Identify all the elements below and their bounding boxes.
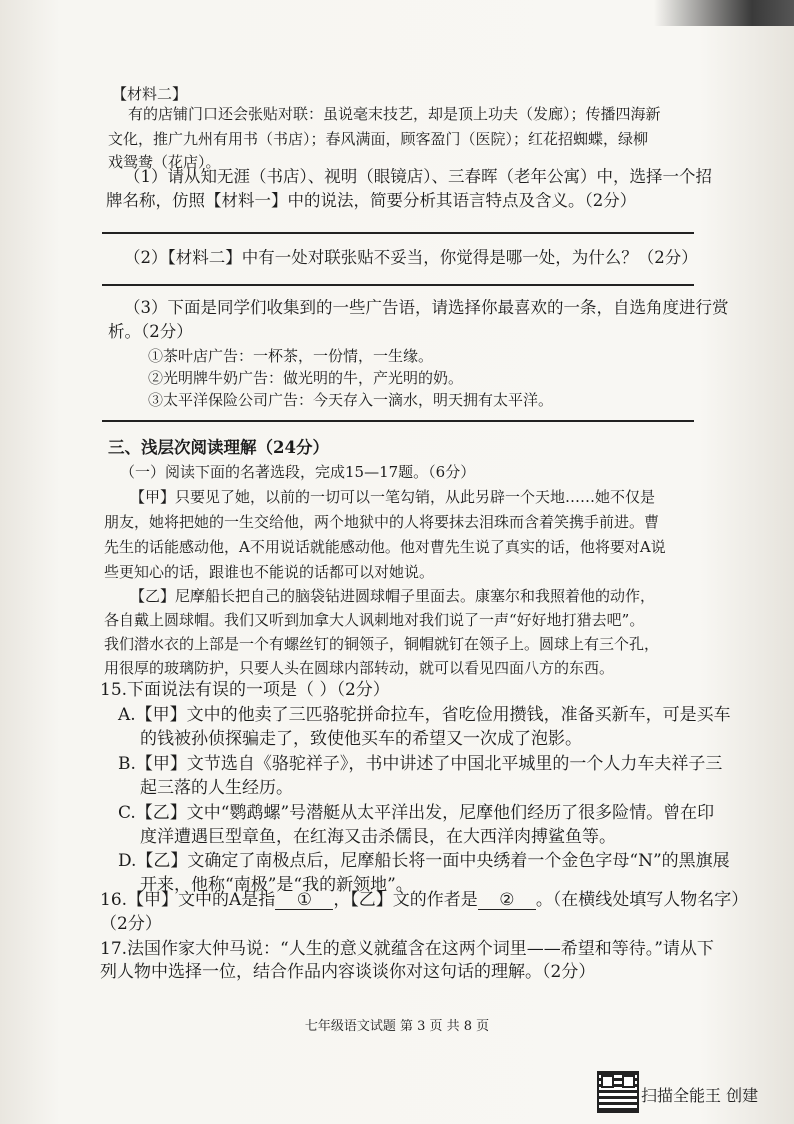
q1-line2: 牌名称，仿照【材料一】中的说法，简要分析其语言特点及含义。（2分） (106, 191, 637, 210)
q1-line1: （1）请从知无涯（书店）、视明（眼镜店）、三春晖（老年公寓）中，选择一个招 (124, 167, 712, 186)
q16-line (100, 890, 748, 910)
q17-line1: 17.法国作家大仲马说：“人生的意义就蕴含在这两个词里——希望和等待。”请从下 (100, 939, 714, 959)
scanner-watermark: 扫描全能王 创建 (641, 1086, 759, 1105)
q15-option-c-line1: C.【乙】文中“鹦鹉螺”号潜艇从太平洋出发，尼摩他们经历了很多险情。曾在印 (118, 803, 715, 823)
page-footer: 七年级语文试题 第 3 页 共 8 页 (304, 1019, 490, 1034)
jia-line2: 朋友，她将把她的一生交给他，两个地狱中的人将要抹去泪珠而含着笑携手前进。曹 (104, 513, 660, 531)
yi-line1: 【乙】尼摩船长把自己的脑袋钻进圆球帽子里面去。康塞尔和我照着他的动作， (130, 587, 656, 605)
jia-line1: 【甲】只要见了她，以前的一切可以一笔勾销，从此另辟一个天地……她不仅是 (130, 488, 656, 506)
q16-blank-2[interactable]: ② (478, 892, 536, 910)
section3-title: 三、浅层次阅读理解（24分） (108, 438, 329, 457)
q15-option-a-line2: 的钱被孙侦探骗走了，致使他买车的希望又一次成了泡影。 (140, 729, 582, 749)
q16-score: （2分） (100, 914, 162, 934)
answer-line (102, 232, 694, 234)
material2-line2: 文化，推广九州有用书（书店）；春风满面，顾客盈门（医院）；红花招蜘蝶，绿柳 (108, 130, 649, 148)
q16-blank-1[interactable]: ① (275, 892, 333, 910)
q15-option-d-line2: 开来，他称“南极”是“我的新领地”。 (140, 875, 413, 895)
q3-ad2: ②光明牌牛奶广告：做光明的牛，产光明的奶。 (148, 369, 464, 387)
q3-ad3: ③太平洋保险公司广告：今天存入一滴水，明天拥有太平洋。 (148, 391, 554, 409)
q15-stem: 15.下面说法有误的一项是（ ）（2分） (100, 680, 390, 700)
material2-line1: 有的店铺门口还会张贴对联：虽说毫末技艺，却是顶上功夫（发廊）；传播四海新 (128, 105, 661, 123)
q3-ad1: ①茶叶店广告：一杯茶，一份情，一生缘。 (148, 347, 434, 365)
section3-subtitle: （一）阅读下面的名著选段，完成15—17题。（6分） (120, 463, 476, 481)
answer-line (102, 284, 694, 286)
jia-line3: 先生的话能感动他，A不用说话就能感动他。他对曹先生说了真实的话，他将要对A说 (104, 538, 666, 556)
qr-code-icon (597, 1071, 639, 1113)
q3-line1: （3）下面是同学们收集到的一些广告语，请选择你最喜欢的一条，自选角度进行赏 (124, 298, 729, 317)
yi-line3: 我们潜水衣的上部是一个有螺丝钉的铜领子，铜帽就钉在领子上。圆球上有三个孔， (104, 635, 660, 653)
q15-option-b-line1: B.【甲】文节选自《骆驼祥子》，书中讲述了中国北平城里的一个人力车夫祥子三 (118, 754, 723, 774)
q15-option-c-line2: 度洋遭遇巨型章鱼，在红海又击杀儒艮，在大西洋肉搏鲨鱼等。 (140, 827, 616, 847)
q16-suffix: 。（在横线处填写人物名字） (535, 890, 749, 910)
scan-shadow (654, 0, 794, 26)
q15-option-a-line1: A.【甲】文中的他卖了三匹骆驼拼命拉车，省吃俭用攒钱，准备买新车，可是买车 (118, 705, 731, 725)
q16-middle: ，【乙】文的作者是 (333, 890, 478, 910)
q3-line2: 析。（2分） (108, 322, 193, 341)
jia-line4: 些更知心的话，跟谁也不能说的话都可以对她说。 (104, 563, 435, 581)
material2-line3: 戏鸳鸯（花店）。 (108, 153, 221, 171)
material2-heading: 【材料二】 (112, 85, 188, 103)
yi-line2: 各自戴上圆球帽。我们又听到加拿大人讽刺地对我们说了一声“好好地打猎去吧”。 (104, 611, 645, 629)
q17-line2: 列人物中选择一位，结合作品内容谈谈你对这句话的理解。（2分） (100, 962, 596, 982)
q16-prefix: 16.【甲】文中的A是指 (100, 890, 276, 910)
q2-text: （2）【材料二】中有一处对联张贴不妥当，你觉得是哪一处，为什么？（2分） (124, 248, 698, 267)
answer-line (102, 420, 694, 422)
yi-line4: 用很厚的玻璃防护，只要人头在圆球内部转动，就可以看见四面八方的东西。 (104, 659, 615, 677)
q15-option-b-line2: 起三落的人生经历。 (140, 778, 293, 798)
q15-option-d-line1: D.【乙】文确定了南极点后，尼摩船长将一面中央绣着一个金色字母“N”的黑旗展 (118, 851, 730, 871)
